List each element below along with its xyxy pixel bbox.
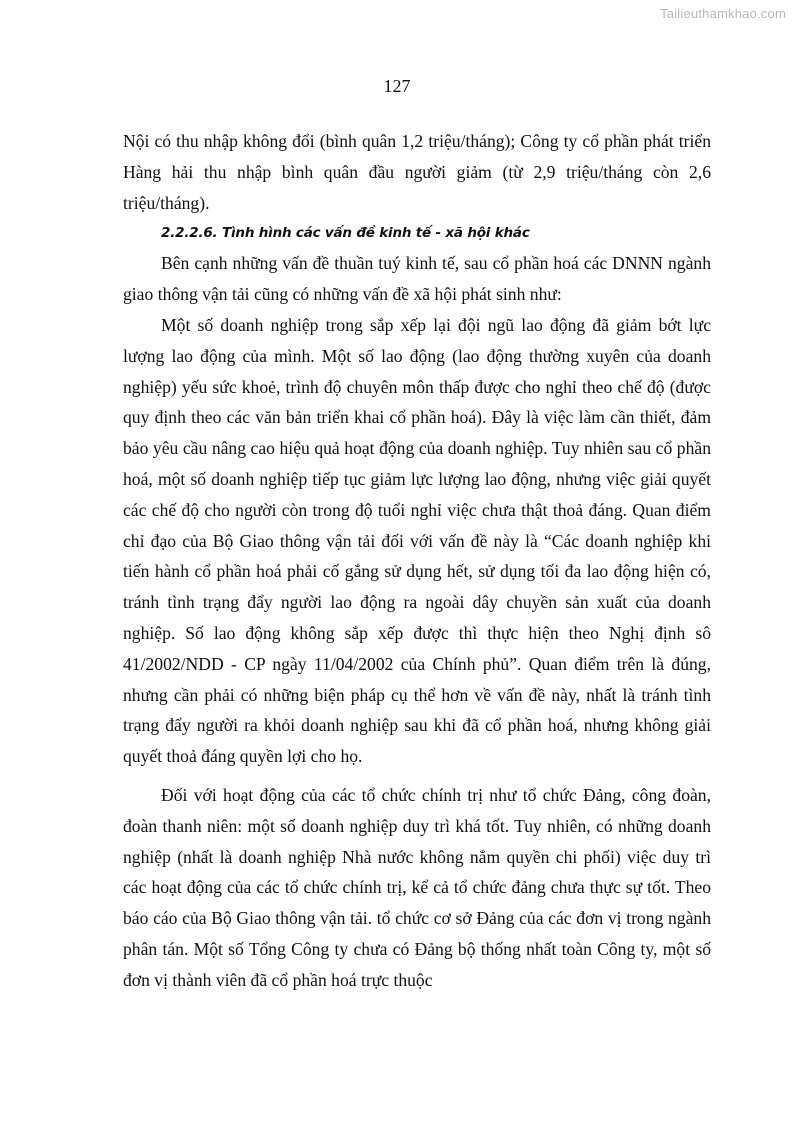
page-number: 127 [383, 76, 411, 96]
paragraph-political-orgs: Đối với hoạt động của các tổ chức chính trị như tổ chức Đảng, công đoàn, đoàn thanh niên: một số doanh nghiệp duy trì khá tốt. Tuy nhiên, có những doanh nghiệp (nhất là doanh nghiệp Nhà nước không nắm quyền chi phối) việc duy trì các hoạt động của các tổ chức chính trị, kể cả tổ chức đảng chưa thực sự tốt. Theo báo cáo của Bộ Giao thông vận tải. tổ chức cơ sở Đảng của các đơn vị trong ngành phân tán. Một số Tổng Công ty chưa có Đảng bộ thống nhất toàn Công ty, một số đơn vị thành viên đã cổ phần hoá trực thuộc [123, 784, 711, 990]
watermark-text: Tailieuthamkhao.com [660, 6, 786, 21]
paragraph-social-issues: Bên cạnh những vấn đề thuần tuý kinh tế, sau cổ phần hoá các DNNN ngành giao thông vận tải cũng có những vấn đề xã hội phát sinh như: [123, 253, 711, 305]
section-heading: 2.2.2.6. Tình hình các vấn đề kinh tế - xã hội khác [161, 225, 530, 242]
document-body [123, 126, 711, 996]
paragraph-labor: Một số doanh nghiệp trong sắp xếp lại đội ngũ lao động đã giảm bớt lực lượng lao động của mình. Một số lao động (lao động thường xuyên của doanh nghiệp) yếu sức khoẻ, trình độ chuyên môn thấp được cho nghỉ theo chế độ (được quy định theo các văn bản triển khai cổ phần hoá). Đây là việc làm cần thiết, đảm bảo yêu cầu nâng cao hiệu quả hoạt động của doanh nghiệp. Tuy nhiên sau cổ phần hoá, một số doanh nghiệp tiếp tục giảm lực lượng lao động, nhưng việc giải quyết các chế độ cho người còn trong độ tuổi nghỉ việc chưa thật thoả đáng. Quan điểm chỉ đạo của Bộ Giao thông vận tải đối với vấn đề này là “Các doanh nghiệp khi tiến hành cổ phần hoá phải cố gắng sử dụng hết, sử dụng tối đa lao động hiện có, tránh tình trạng đẩy người lao động ra ngoài dây chuyền sản xuất của doanh nghiệp. Số lao động không sắp xếp được thì thực hiện theo Nghị định sô 41/2002/NDD - CP ngày 11/04/2002 của Chính phủ”. Quan điểm trên là đúng, nhưng cần phải có những biện pháp cụ thể hơn về vấn đề này, nhất là tránh tình trạng đẩy người ra khỏi doanh nghiệp sau khi đã cổ phần hoá, nhưng không giải quyết thoả đáng quyền lợi cho họ. [123, 314, 711, 767]
paragraph-continued: Nội có thu nhập không đổi (bình quân 1,2 triệu/tháng); Công ty cổ phần phát triển Hàng hải thu nhập bình quân đầu người giảm (từ 2,9 triệu/tháng còn 2,6 triệu/tháng). [123, 131, 711, 213]
